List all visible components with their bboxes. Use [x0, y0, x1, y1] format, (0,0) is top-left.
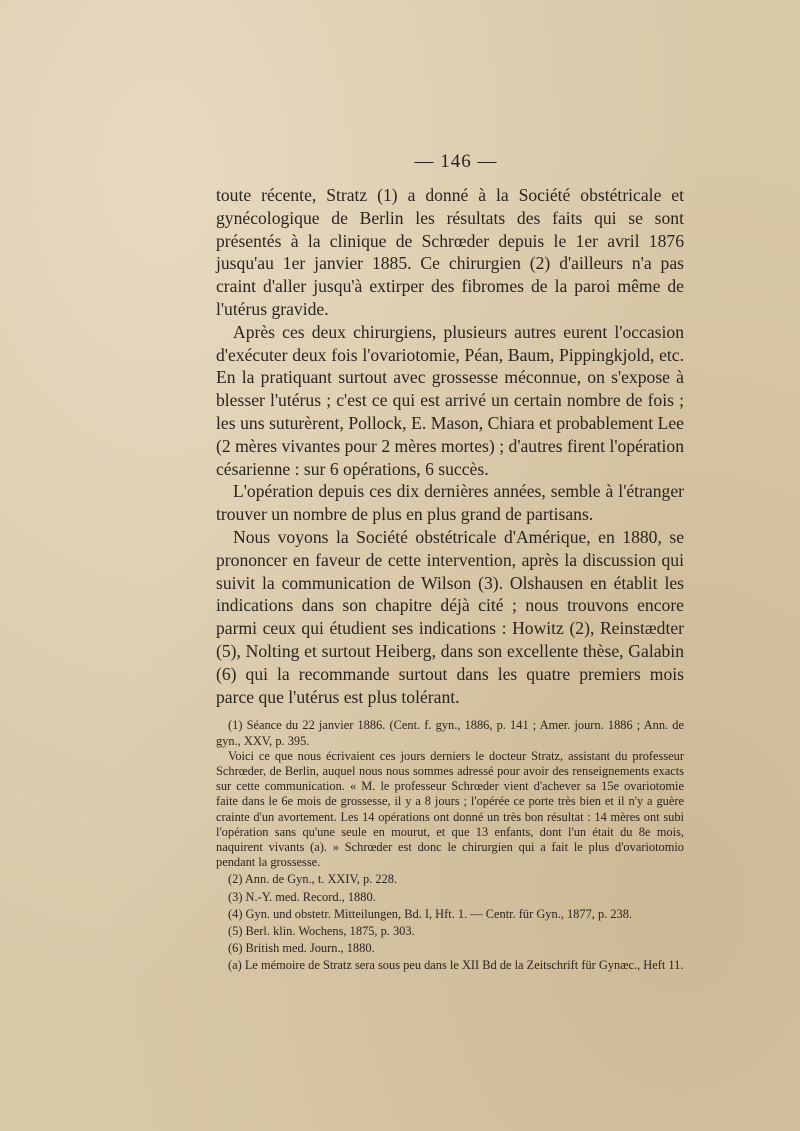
- footnote: (6) British med. Journ., 1880.: [228, 941, 375, 956]
- body-text: [216, 184, 684, 708]
- document-page: [216, 150, 684, 974]
- footnotes: [216, 718, 684, 973]
- paragraph: toute récente, Stratz (1) a donné à la Société obstétricale et gynécologique de Berlin les résultats des faits qui se sont présentés à la clinique de Schrœder depuis le 1er avril 1876 jusqu'au 1er janvier 1885. Ce chirurgien (2) d'ailleurs n'a pas craint d'aller jusqu'à extirper des fibromes de la paroi même de l'utérus gravide.: [216, 185, 684, 319]
- paragraph: L'opération depuis ces dix dernières années, semble à l'étranger trouver un nombre de plus en plus grand de partisans.: [216, 481, 684, 525]
- footnote: (3) N.-Y. med. Record., 1880.: [228, 889, 376, 904]
- footnote: (4) Gyn. und obstetr. Mitteilungen, Bd. I, Hft. 1. — Centr. für Gyn., 1877, p. 238.: [228, 906, 633, 921]
- page-number: — 146 —: [414, 151, 498, 172]
- footnote: (a) Le mémoire de Stratz sera sous peu dans le XII Bd de la Zeitschrift für Gynæc., Heft 11.: [228, 958, 684, 973]
- footnote: (5) Berl. klin. Wochens, 1875, p. 303.: [228, 923, 415, 938]
- paragraph: Après ces deux chirurgiens, plusieurs autres eurent l'occasion d'exécuter deux fois l'ovariotomie, Péan, Baum, Pippingkjold, etc. En la pratiquant surtout avec grossesse méconnue, on s'expose à blesser l'utérus ; c'est ce qui est arrivé un certain nombre de fois ; les uns suturèrent, Pollock, E. Mason, Chiara et probablement Lee (2 mères vivantes pour 2 mères mortes) ; d'autres firent l'opération césarienne : sur 6 opérations, 6 succès.: [216, 321, 684, 479]
- footnote: (2) Ann. de Gyn., t. XXIV, p. 228.: [228, 872, 398, 887]
- paragraph: Nous voyons la Société obstétricale d'Amérique, en 1880, se prononcer en faveur de cette intervention, après la discussion qui suivit la communication de Wilson (3). Olshausen en établit les indications dans son chapitre déjà cité ; nous trouvons encore parmi ceux qui étudient ses indications : Howitz (2), Reinstædter (5), Nolting et surtout Heiberg, dans son excellente thèse, Galabin (6) qui la recommande surtout dans les quatre premiers mois parce que l'utérus est plus tolérant.: [216, 526, 684, 707]
- footnote: Voici ce que nous écrivaient ces jours derniers le docteur Stratz, assistant du professeur Schrœder, de Berlin, auquel nous nous sommes adressé pour avoir des renseignements exacts sur cette communication. « M. le professeur Schrœder vient d'achever sa 15e ovariotomie faite dans le 6e mois de grossesse, il y a 8 jours ; l'opérée ce porte très bien et il n'y a guère crainte d'un avortement. Les 14 opérations ont donné un très bon résultat : 14 mères ont subi l'opération sans qu'une seule en mourut, et que 13 enfants, dont l'un était du 8e mois, naquirent vivants (a). » Schrœder est donc le chirurgien qui a fait le plus d'ovariotomio pendant la grossesse.: [216, 748, 684, 870]
- footnote: (1) Séance du 22 janvier 1886. (Cent. f. gyn., 1886, p. 141 ; Amer. journ. 1886 ; Ann. de gyn., XXV, p. 395.: [216, 718, 684, 748]
